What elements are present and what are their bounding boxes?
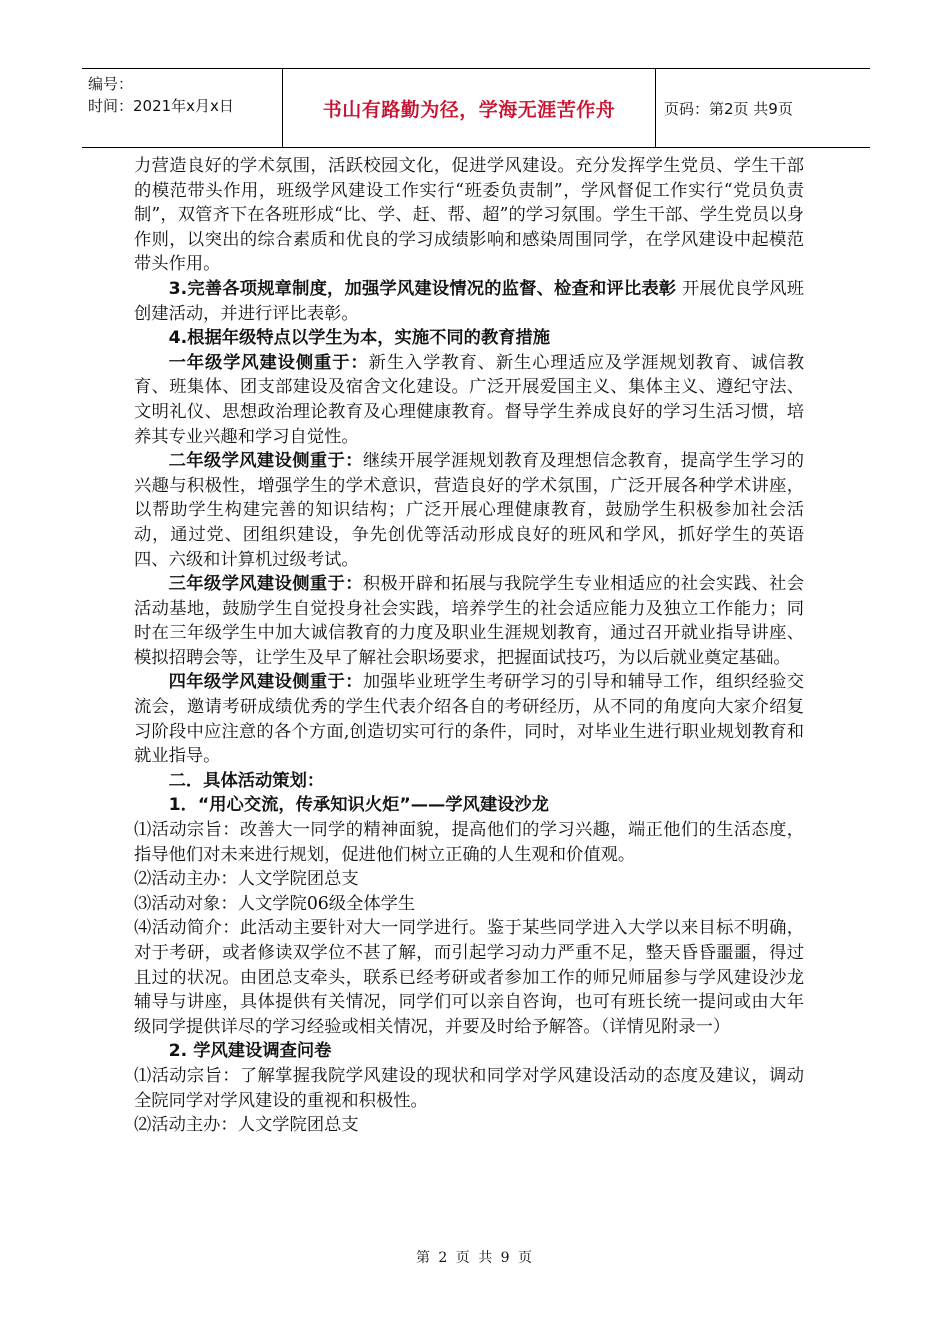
grade-2-text: 继续开展学涯规划教育及理想信念教育，提高学生学习的兴趣与积极性，增强学生的学术意识，营造良好的学术氛围，广泛开展各种学术讲座，以帮助学生构建完善的知识结构；广泛开展心理健康教育，鼓励学生积极参加社会活动，通过党、团组织建设，争先创优等活动形成良好的班风和学风，抓好学生的英语四、六级和计算机过级考试。 [134,451,804,570]
paragraph-section-3 [134,277,804,326]
section-4-title: 4.根据年级特点以学生为本，实施不同的教育措施 [168,328,551,349]
doc-date: 时间：2021年x月x日 [88,97,234,115]
section-2-heading: 二．具体活动策划： [168,770,325,791]
section-3-title: 3.完善各项规章制度，加强学风建设情况的监督、检查和评比表彰 [168,278,677,299]
section-3-text: 开展优良学风班创建活动，并进行评比表彰。 [134,278,805,324]
paragraph-intro: 力营造良好的学术氛围，活跃校园文化，促进学风建设。充分发挥学生党员、学生干部的模范带头作用，班级学风建设工作实行“班委负责制”，学风督促工作实行“党员负责制”，双管齐下在各班形成“比、学、赶、帮、超”的学习氛围。学生干部、学生党员以身作则，以突出的综合素质和优良的学习成绩影响和感染周围同学，在学风建设中起模范带头作用。 [134,156,804,275]
activity-1-purpose: ⑴活动宗旨：改善大一同学的精神面貌，提高他们的学习兴趣，端正他们的生活态度，指导他们对未来进行规划，促进他们树立正确的人生观和价值观。 [134,820,804,865]
paragraph-grade-4 [134,670,804,768]
header-page-info: 页码：第2页 共9页 [664,99,793,118]
page-header [82,68,870,148]
grade-1-text: 新生入学教育、新生心理适应及学涯规划教育、诚信教育、班集体、团支部建设及宿舍文化建设。广泛开展爱国主义、集体主义、遵纪守法、文明礼仪、思想政治理论教育及心理健康教育。督导学生养成良好的学习生活习惯，培养其专业兴趣和学习自觉性。 [134,352,804,447]
activity-1-organizer: ⑵活动主办：人文学院团总支 [134,869,359,890]
grade-1-label: 一年级学风建设侧重于： [168,352,369,373]
grade-4-text: 加强毕业班学生考研学习的引导和辅导工作，组织经验交流会，邀请考研成绩优秀的学生代表介绍各自的考研经历，从不同的角度向大家介绍复习阶段中应注意的各个方面,创造切实可行的条件，同时，对毕业生进行职业规划教育和就业指导。 [134,672,804,767]
activity-1-title: 1．“用心交流，传承知识火炬”——学风建设沙龙 [168,795,549,816]
grade-4-label: 四年级学风建设侧重于： [168,672,363,693]
doc-code-label: 编号： [88,75,134,93]
paragraph-grade-3 [134,572,804,670]
document-body [134,154,804,1138]
paragraph-grade-1 [134,351,804,449]
header-motto: 书山有路勤为径，学海无涯苦作舟 [282,69,656,147]
grade-2-label: 二年级学风建设侧重于： [168,451,363,472]
activity-2-title: 2. 学风建设调查问卷 [168,1041,332,1062]
page-footer: 第 2 页 共 9 页 [415,1250,535,1266]
header-meta [82,69,282,147]
grade-3-label: 三年级学风建设侧重于： [168,574,363,595]
paragraph-grade-2 [134,449,804,572]
activity-1-audience: ⑶活动对象：人文学院06级全体学生 [134,893,416,914]
activity-1-description: ⑷活动简介：此活动主要针对大一同学进行。鉴于某些同学进入大学以来目标不明确，对于考研，或者修读双学位不甚了解，而引起学习动力严重不足，整天昏昏噩噩，得过且过的状况。由团总支牵头，联系已经考研或者参加工作的师兄师届参与学风建设沙龙辅导与讲座，具体提供有关情况，同学们可以亲自咨询，也可有班长统一提问或由大年级同学提供详尽的学习经验或相关情况，并要及时给予解答。（详情见附录一） [134,918,804,1037]
activity-2-organizer: ⑵活动主办：人文学院团总支 [134,1115,359,1136]
activity-2-purpose: ⑴活动宗旨：了解掌握我院学风建设的现状和同学对学风建设活动的态度及建议，调动全院同学对学风建设的重视和积极性。 [134,1065,804,1111]
grade-3-text: 积极开辟和拓展与我院学生专业相适应的社会实践、社会活动基地，鼓励学生自觉投身社会实践，培养学生的社会适应能力及独立工作能力；同时在三年级学生中加大诚信教育的力度及职业生涯规划教育，通过召开就业指导讲座、模拟招聘会等，让学生及早了解社会职场要求，把握面试技巧，为以后就业奠定基础。 [134,574,804,668]
